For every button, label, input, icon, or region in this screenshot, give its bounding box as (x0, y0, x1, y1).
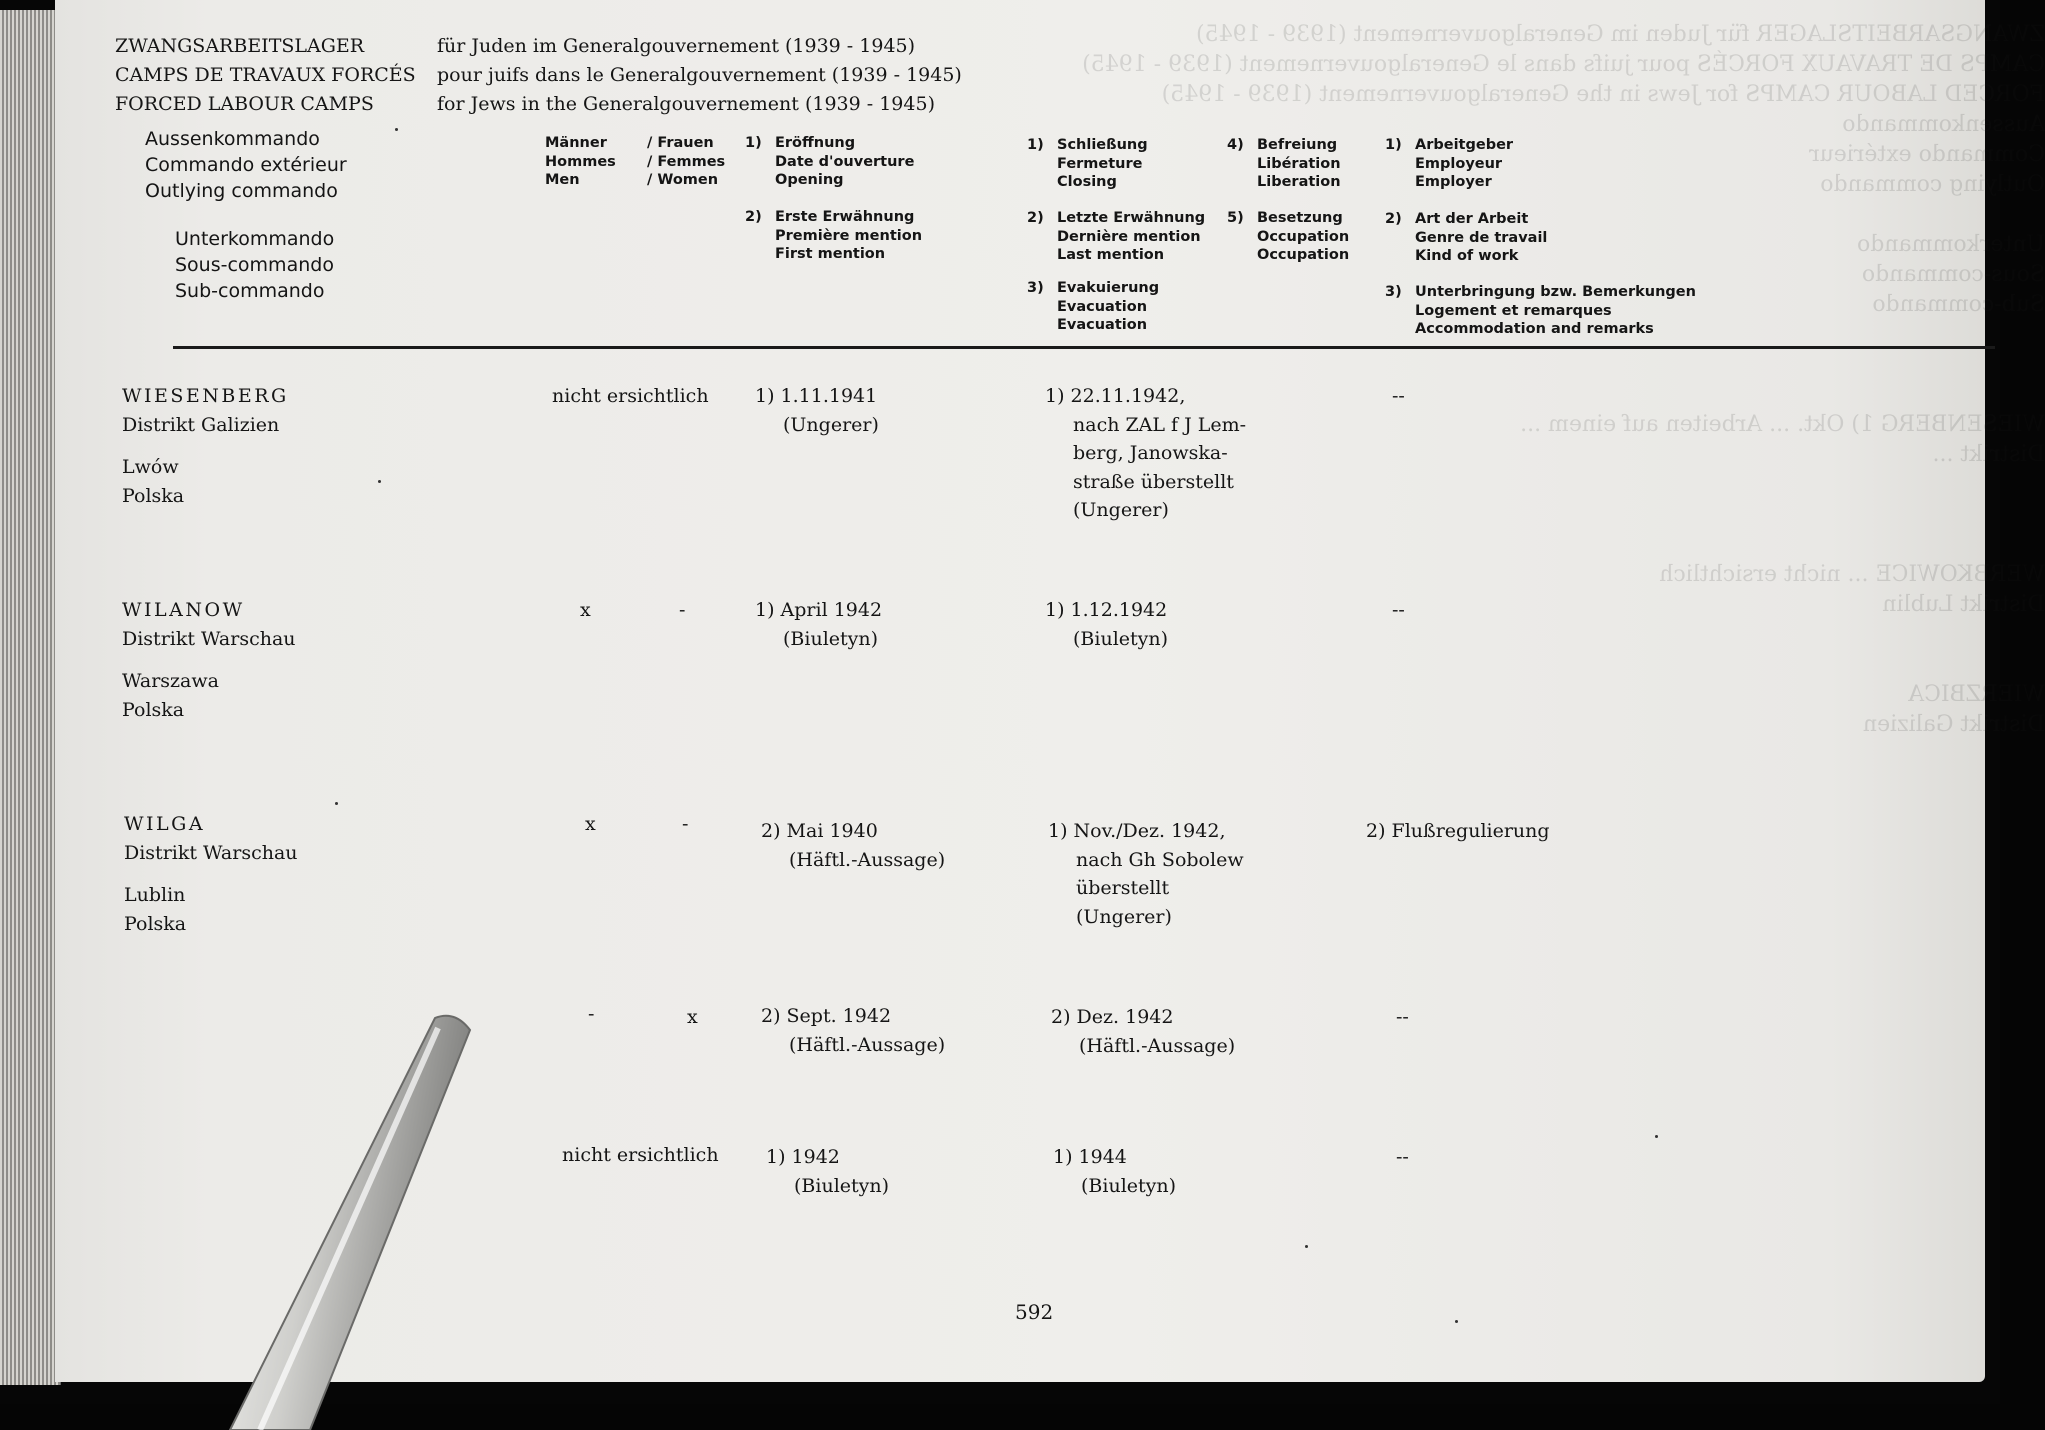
camp-district: Distrikt Warschau (122, 627, 296, 650)
occupation-label-de: Besetzung (1257, 210, 1343, 226)
closing-line: berg, Janowska- (1073, 442, 1228, 464)
title-de: ZWANGSARBEITSLAGER (115, 35, 365, 57)
closing-source: (Biuletyn) (1081, 1174, 1177, 1197)
kind-of-work-num: 2) (1385, 211, 1402, 227)
book-page-edges (0, 10, 61, 1385)
book-page (55, 0, 2045, 1382)
evacuation-num: 3) (1027, 280, 1044, 296)
closing-line: straße überstellt (1073, 470, 1234, 493)
kind-of-work-label-fr: Genre de travail (1415, 229, 1548, 246)
last-mention-num: 2) (1027, 210, 1044, 226)
entry-women-mark: - (682, 813, 689, 835)
liberation-label-de: Befreiung (1257, 137, 1338, 153)
column-gender-header (545, 134, 725, 190)
page-number: 592 (1015, 1300, 1054, 1324)
camp-city: Lublin (124, 884, 186, 906)
liberation-label-en: Liberation (1257, 174, 1341, 190)
bleed-through-line (1055, 530, 2045, 560)
men-label-en: Men (545, 172, 580, 188)
subtitle-en: for Jews in the Generalgouvernement (1939 - 1945) (437, 93, 935, 115)
opening-source: (Biuletyn) (794, 1174, 890, 1197)
camp-country: Polska (122, 484, 185, 507)
employer-label-en: Employer (1415, 174, 1492, 190)
entry-opening (761, 817, 945, 874)
entry-men-women: nicht ersichtlich (562, 1144, 719, 1166)
entry-wilga-location (124, 810, 298, 938)
women-label-de: / Frauen (647, 135, 714, 151)
header-divider (173, 346, 1995, 349)
entry-opening (766, 1143, 889, 1200)
remarks-num: 3) (1385, 284, 1402, 300)
print-speck (395, 128, 398, 131)
opening-source: (Ungerer) (783, 413, 879, 436)
kind-of-work-label-en: Kind of work (1415, 248, 1519, 264)
opening-source: (Häftl.-Aussage) (789, 848, 946, 871)
bleed-through-line: Sous-commando (1861, 262, 2045, 287)
sub-de: Unterkommando (175, 228, 335, 250)
opening-line: 1) April 1942 (755, 599, 883, 621)
first-mention-label-de: Erste Erwähnung (775, 209, 915, 225)
opening-line: 2) Mai 1940 (761, 820, 878, 842)
closing-line: nach ZAL f J Lem- (1073, 413, 1247, 436)
bleed-through-line: CAMPS DE TRAVAUX FORCÉS pour juifs dans le Generalgouvernement (1939 - 1945) (1082, 52, 2045, 77)
last-mention-label-fr: Dernière mention (1057, 228, 1201, 245)
entry-closing (1053, 1143, 1176, 1200)
closing-line: 2) Dez. 1942 (1051, 1006, 1174, 1028)
bleed-through-line: Aussenkommando (1842, 112, 2045, 137)
bleed-through-line: Distrikt Lublin (1882, 592, 2045, 617)
bleed-through-line: Sub-commando (1872, 292, 2045, 317)
occupation-num: 5) (1227, 210, 1244, 226)
entry-opening (755, 596, 882, 653)
camp-name: WIESENBERG (122, 385, 289, 407)
bleed-through-line: FORCED LABOUR CAMPS for Jews in the Generalgouvernement (1939 - 1945) (1161, 82, 2045, 107)
evacuation-label-fr: Evacuation (1057, 298, 1148, 315)
print-speck (1655, 1135, 1658, 1138)
entry-women-mark: x (687, 1006, 698, 1028)
closing-line: 1) Nov./Dez. 1942, (1048, 820, 1226, 842)
evacuation-label-en: Evacuation (1057, 317, 1148, 333)
opening-source: (Häftl.-Aussage) (789, 1033, 946, 1056)
column-last-mention-header (1027, 209, 1205, 265)
entry-closing (1048, 817, 1244, 931)
closing-source: (Ungerer) (1076, 905, 1172, 928)
column-occupation-header (1227, 209, 1349, 265)
subtitle-block (437, 32, 962, 119)
sub-en: Sub-commando (175, 280, 325, 302)
first-mention-num: 2) (745, 209, 762, 225)
entry-remarks: -- (1396, 1146, 1409, 1168)
closing-line: 1) 1944 (1053, 1146, 1127, 1168)
outlying-de: Aussenkommando (145, 128, 320, 150)
entry-men-women: nicht ersichtlich (552, 385, 709, 407)
entry-remarks: -- (1396, 1006, 1409, 1028)
camp-country: Polska (122, 698, 185, 721)
bleed-through-line: Unterkommando (1857, 232, 2045, 257)
bleed-through-line (1055, 350, 2045, 380)
closing-source: (Häftl.-Aussage) (1079, 1034, 1236, 1057)
closing-num-1: 1) (1027, 137, 1044, 153)
women-label-fr: / Femmes (647, 153, 726, 170)
closing-line: nach Gh Sobolew (1076, 848, 1244, 871)
title-fr: CAMPS DE TRAVAUX FORCÉS (115, 64, 416, 86)
column-employer-header (1385, 136, 1513, 192)
closing-source: (Biuletyn) (1073, 627, 1169, 650)
camp-country: Polska (124, 912, 187, 935)
entry-wiesenberg-location (122, 382, 289, 510)
entry-closing (1051, 1003, 1235, 1060)
employer-label-de: Arbeitgeber (1415, 137, 1514, 153)
remarks-label-en: Accommodation and remarks (1415, 321, 1654, 337)
camp-city: Warszawa (122, 670, 219, 692)
bleed-through-line: Commando extérieur (1809, 142, 2045, 167)
entry-men-mark: - (588, 1003, 595, 1025)
camp-district: Distrikt Galizien (122, 413, 280, 436)
men-label-de: Männer (545, 135, 607, 151)
print-speck (1455, 1320, 1458, 1323)
entry-opening (755, 382, 879, 439)
entry-closing (1045, 382, 1246, 525)
remarks-label-de: Unterbringung bzw. Bemerkungen (1415, 284, 1696, 300)
closing-line: 1) 1.12.1942 (1045, 599, 1168, 621)
remarks-label-fr: Logement et remarques (1415, 302, 1612, 319)
evacuation-label-de: Evakuierung (1057, 280, 1160, 296)
camp-district: Distrikt Warschau (124, 841, 298, 864)
bleed-through-line: Distrikt Galizien (1862, 712, 2045, 737)
camp-city: Lwów (122, 456, 179, 478)
last-mention-label-en: Last mention (1057, 247, 1165, 263)
entry-closing (1045, 596, 1168, 653)
opening-line: 1) 1.11.1941 (755, 385, 878, 407)
opening-num-1: 1) (745, 135, 762, 151)
entry-opening (761, 1002, 945, 1059)
opening-line: 2) Sept. 1942 (761, 1005, 892, 1027)
occupation-label-fr: Occupation (1257, 228, 1350, 245)
column-opening-header (745, 134, 914, 190)
liberation-label-fr: Libération (1257, 155, 1341, 172)
bleed-through-line (1055, 650, 2045, 680)
employer-num: 1) (1385, 137, 1402, 153)
title-block (115, 32, 416, 119)
column-kind-of-work-header (1385, 210, 1547, 266)
closing-label-en: Closing (1057, 174, 1117, 190)
closing-line: überstellt (1076, 877, 1170, 899)
first-mention-label-fr: Première mention (775, 227, 923, 244)
title-en: FORCED LABOUR CAMPS (115, 93, 374, 115)
bleed-through-line: Outlying commando (1820, 172, 2045, 197)
entry-remarks: -- (1392, 599, 1405, 621)
outlying-commando-header (145, 126, 347, 204)
closing-label-de: Schließung (1057, 137, 1148, 153)
bleed-through-line: Distrikt ... (1932, 442, 2045, 467)
column-first-mention-header (745, 208, 922, 264)
opening-label-fr: Date d'ouverture (775, 153, 915, 170)
sub-commando-header (175, 226, 334, 304)
entry-men-mark: x (580, 599, 591, 621)
employer-label-fr: Employeur (1415, 155, 1503, 172)
print-speck (335, 802, 338, 805)
outlying-fr: Commando extérieur (145, 154, 347, 176)
opening-line: 1) 1942 (766, 1146, 840, 1168)
first-mention-label-en: First mention (775, 246, 886, 262)
bleed-through-line: WIESENBERG 1) Okt. ... Arbeiten auf einem ... (1520, 412, 2045, 437)
column-liberation-header (1227, 136, 1341, 192)
column-closing-header (1027, 136, 1148, 192)
outlying-en: Outlying commando (145, 180, 338, 202)
entry-men-mark: x (585, 813, 596, 835)
print-speck (1305, 1245, 1308, 1248)
women-label-en: / Women (647, 172, 719, 188)
print-speck (378, 480, 381, 483)
closing-label-fr: Fermeture (1057, 155, 1143, 172)
opening-label-en: Opening (775, 172, 844, 188)
entry-remarks: -- (1392, 385, 1405, 407)
entry-women-mark: - (679, 599, 686, 621)
opening-source: (Biuletyn) (783, 627, 879, 650)
occupation-label-en: Occupation (1257, 247, 1350, 263)
liberation-num: 4) (1227, 137, 1244, 153)
bleed-through-line: WIERZBICA (1908, 682, 2045, 707)
subtitle-de: für Juden im Generalgouvernement (1939 - 1945) (437, 35, 916, 57)
closing-line: 1) 22.11.1942, (1045, 385, 1186, 407)
last-mention-label-de: Letzte Erwähnung (1057, 210, 1206, 226)
bleed-through-line (1055, 620, 2045, 650)
column-evacuation-header (1027, 279, 1159, 335)
bleed-through-line: ZWANGSARBEITSLAGER für Juden im Generalgouvernement (1939 - 1945) (1196, 22, 2045, 47)
kind-of-work-label-de: Art der Arbeit (1415, 211, 1529, 227)
sub-fr: Sous-commando (175, 254, 334, 276)
bleed-through-line: WERBKOWICE ... nicht ersichtlich (1659, 562, 2045, 587)
column-remarks-header (1385, 283, 1696, 339)
subtitle-fr: pour juifs dans le Generalgouvernement (1939 - 1945) (437, 64, 962, 86)
closing-source: (Ungerer) (1073, 499, 1169, 521)
men-label-fr: Hommes (545, 153, 616, 170)
camp-name: WILGA (124, 813, 206, 835)
opening-label-de: Eröffnung (775, 135, 856, 151)
entry-remarks: 2) Flußregulierung (1366, 820, 1550, 842)
entry-wilanow-location (122, 596, 296, 724)
camp-name: WILANOW (122, 599, 245, 621)
